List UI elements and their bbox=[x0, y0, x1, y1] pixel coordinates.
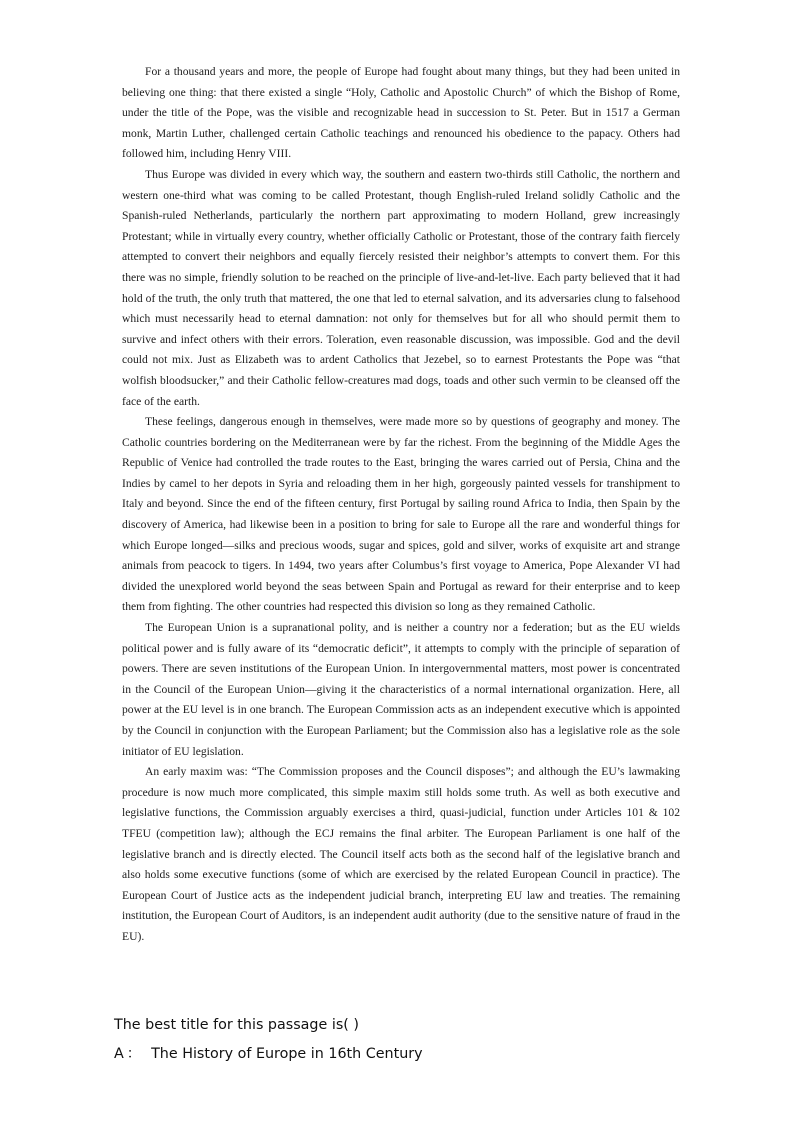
reading-passage bbox=[122, 62, 680, 948]
question-stem: The best title for this passage is( ) bbox=[114, 1017, 359, 1033]
option-separator: ： bbox=[126, 1046, 142, 1062]
passage-paragraph-2: Thus Europe was divided in every which way, the southern and eastern two-thirds still Catholic, the northern and western one-third what was coming to be called Protestant, though English-ruled Ireland solidly Catholic and the Spanish-ruled Netherlands, particularly the northern part approximating to modern Holland, grew increasingly Protestant; while in virtually every country, whether officially Catholic or Protestant, those of the contrary faith fiercely attempted to convert their neighbors and equally fiercely resisted their neighbor’s attempts to convert them. For this there was no simple, friendly solution to be reached on the principle of live-and-let-live. Each party believed that it had hold of the truth, the only truth that mattered, the one that led to eternal salvation, and its adversaries clung to falsehood which must necessarily head to eternal damnation: not only for themselves but for all who should permit them to survive and infect others with their errors. Toleration, even reasonable discussion, was impossible. God and the devil could not mix. Just as Elizabeth was to ardent Catholics that Jezebel, so to earnest Protestants the Pope was “that wolfish bloodsucker,” and their Catholic fellow-creatures mad dogs, toads and other such vermin to be cleansed off the face of the earth. bbox=[122, 167, 680, 408]
passage-paragraph-5: An early maxim was: “The Commission proposes and the Council disposes”; and although the EU’s lawmaking procedure is now much more complicated, this simple maxim still holds some truth. As well as both executive and legislative functions, the Commission arguably exercises a third, quasi-judicial, function under Articles 101 & 102 TFEU (competition law); although the ECJ remains the final arbiter. The European Parliament is one half of the legislative branch and is directly elected. The Council itself acts both as the second half of the legislative branch and also holds some executive functions (some of which are exercised by the related European Council in practice). The European Court of Justice acts as the independent judicial branch, interpreting EU law and treaties. The remaining institution, the European Court of Auditors, is an independent audit authority (due to the sensitive nature of fraud in the EU). bbox=[122, 765, 680, 943]
answer-option-a[interactable] bbox=[114, 1042, 714, 1066]
question-block bbox=[114, 1013, 714, 1066]
option-text: The History of Europe in 16th Century bbox=[151, 1046, 423, 1062]
passage-paragraph-3: These feelings, dangerous enough in themselves, were made more so by questions of geography and money. The Catholic countries bordering on the Mediterranean were by far the richest. From the beginning of the Middle Ages the Republic of Venice had controlled the trade routes to the East, bringing the wares carried out of Persia, China and the Indies by camel to her depots in Syria and reloading them in her high, gorgeously painted vessels for transhipment to Italy and beyond. Since the end of the fifteen century, first Portugal by sailing round Africa to India, then Spain by the discovery of America, had likewise been in a position to bring for sale to Europe all the rare and wonderful things for which Europe longed—silks and precious woods, sugar and spices, gold and silver, works of exquisite art and strange animals from peacock to tigers. In 1494, two years after Columbus’s first voyage to America, Pope Alexander VI had divided the unexplored world beyond the seas between Spain and Portugal as reward for their enterprise and to keep them from fighting. The other countries had respected this division so long as they remained Catholic. bbox=[122, 415, 680, 614]
passage-paragraph-4: The European Union is a supranational polity, and is neither a country nor a federation; but as the EU wields political power and is fully aware of its “democratic deficit”, it attempts to comply with the principle of separation of powers. There are seven institutions of the European Union. In intergovernmental matters, most power is concentrated in the Council of the European Union—giving it the characteristics of a normal international organization. Here, all power at the EU level is in one branch. The European Commission acts as an independent executive which is appointed by the Council in conjunction with the European Parliament; but the Commission also has a legislative role as the sole initiator of EU legislation. bbox=[122, 621, 680, 758]
passage-paragraph-1: For a thousand years and more, the people of Europe had fought about many things, but they had been united in believing one thing: that there existed a single “Holy, Catholic and Apostolic Church” of which the Bishop of Rome, under the title of the Pope, was the visible and recognizable head in succession to St. Peter. But in 1517 a German monk, Martin Luther, challenged certain Catholic teachings and renounced his obedience to the papacy. Others had followed him, including Henry VIII. bbox=[122, 65, 680, 161]
option-letter: A bbox=[114, 1046, 124, 1062]
